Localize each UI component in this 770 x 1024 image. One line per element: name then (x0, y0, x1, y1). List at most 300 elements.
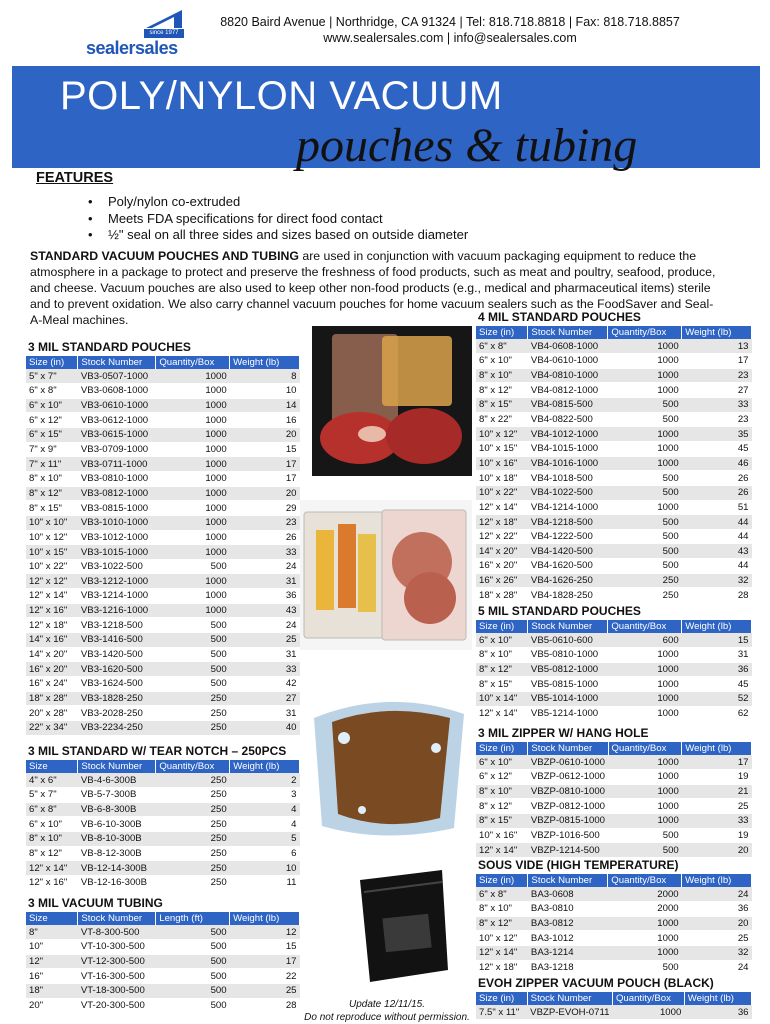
table-row (476, 916, 752, 931)
table-cell: 1000 (156, 369, 230, 384)
table-cell: VT-18-300-500 (78, 984, 156, 999)
table-cell: 29 (230, 501, 300, 516)
table-cell: VB3-1624-500 (78, 676, 156, 691)
table-cell: 4 (230, 817, 300, 832)
footnote-update: Update 12/11/15. (349, 999, 425, 1010)
column-header: Weight (lb) (230, 356, 300, 369)
table-row (26, 984, 300, 999)
table-cell: 12" x 18" (476, 960, 528, 975)
table-cell: VB4-1214-1000 (528, 500, 608, 515)
table-cell: 12" x 18" (26, 618, 78, 633)
table-cell: 250 (156, 706, 230, 721)
column-header: Size (26, 760, 78, 773)
table-cell: VB4-1828-250 (528, 588, 608, 603)
table-cell: 1000 (608, 814, 682, 829)
table-cell: 44 (682, 529, 752, 544)
table-cell: 1000 (608, 441, 682, 456)
table-cell: 500 (608, 515, 682, 530)
table-cell: VB3-0615-1000 (78, 428, 156, 443)
table-row (26, 647, 300, 662)
table-cell: 12" x 14" (26, 589, 78, 604)
table-cell: 45 (682, 441, 752, 456)
column-header: Weight (lb) (230, 912, 300, 925)
table-cell: 1000 (608, 770, 682, 785)
table-cell: 25 (230, 633, 300, 648)
table-cell: 500 (156, 984, 230, 999)
table-cell: 7" x 11" (26, 457, 78, 472)
table-cell: 17 (230, 471, 300, 486)
table-cell: 1000 (608, 784, 682, 799)
table-cell: 10" x 14" (476, 692, 528, 707)
table-cell: VB4-1218-500 (528, 515, 608, 530)
table-cell: 1000 (608, 706, 682, 721)
table-row (476, 339, 752, 354)
table-cell: VT-10-300-500 (78, 940, 156, 955)
table-cell: 8 (230, 369, 300, 384)
table-cell: VB3-2028-250 (78, 706, 156, 721)
logo-since: since 1977 (144, 29, 184, 38)
table-5mil-standard (476, 620, 752, 721)
table-cell: 44 (682, 559, 752, 574)
logo-mark-icon (144, 8, 184, 30)
table-cell: 20 (682, 843, 752, 858)
table-row (26, 998, 300, 1013)
table-row (476, 887, 752, 902)
table-cell: 12" x 16" (26, 603, 78, 618)
table-sous-vide (476, 874, 752, 975)
table-cell: 500 (608, 828, 682, 843)
table-row (476, 456, 752, 471)
table-row (26, 589, 300, 604)
table-header-row (26, 760, 300, 773)
table-cell: 1000 (608, 456, 682, 471)
table-cell: 6" x 10" (26, 398, 78, 413)
table-row (476, 648, 752, 663)
table-cell: 35 (682, 427, 752, 442)
table-3mil-standard (26, 356, 300, 736)
table-row (26, 384, 300, 399)
column-header: Quantity/Box (608, 620, 682, 633)
table-cell: 24 (682, 887, 752, 902)
table-cell: VB3-1416-500 (78, 633, 156, 648)
contact-info (200, 14, 700, 46)
table-cell: VB3-1012-1000 (78, 530, 156, 545)
feature-item: • ½" seal on all three sides and sizes based on outside diameter (88, 227, 468, 244)
table-cell: 12 (230, 925, 300, 940)
table-row (476, 368, 752, 383)
column-header: Size (in) (26, 356, 78, 369)
table-cell: VB3-0812-1000 (78, 486, 156, 501)
table-row (476, 559, 752, 574)
table-row (476, 1005, 752, 1020)
table-cell: 1000 (608, 916, 682, 931)
footnote-copyright: Do not reproduce without permission. (304, 1012, 470, 1023)
column-header: Size (in) (476, 326, 528, 339)
table-row (26, 817, 300, 832)
table-row (476, 588, 752, 603)
table-cell: 500 (608, 559, 682, 574)
table-cell: 25 (682, 931, 752, 946)
table-row (476, 662, 752, 677)
title-line-1: POLY/NYLON VACUUM (60, 74, 503, 118)
table-vacuum-tubing (26, 912, 300, 1013)
table-cell: BA3-1012 (528, 931, 608, 946)
column-header: Size (in) (476, 874, 528, 887)
table-cell: VT-20-300-500 (78, 998, 156, 1013)
table-cell: 6" x 12" (476, 770, 528, 785)
table-cell: 1000 (612, 1005, 684, 1020)
table-cell: 10" x 15" (26, 545, 78, 560)
table-cell: 10" x 18" (476, 471, 528, 486)
table-row (476, 398, 752, 413)
table-row (476, 354, 752, 369)
table-row (26, 471, 300, 486)
table-cell: 27 (682, 383, 752, 398)
table-header-row (476, 992, 752, 1005)
table-row (26, 633, 300, 648)
table-cell: 2000 (608, 887, 682, 902)
table-cell: 1000 (608, 692, 682, 707)
table-cell: VBZP-0815-1000 (528, 814, 608, 829)
table-cell: 26 (682, 485, 752, 500)
table-cell: 31 (230, 574, 300, 589)
table-cell: 1000 (156, 515, 230, 530)
table-cell: 1000 (156, 428, 230, 443)
column-header: Stock Number (528, 742, 608, 755)
column-header: Stock Number (528, 874, 608, 887)
table-cell: 500 (156, 925, 230, 940)
table-cell: 42 (230, 676, 300, 691)
table-cell: VB4-0822-500 (528, 412, 608, 427)
feature-item: • Meets FDA specifications for direct food contact (88, 211, 468, 228)
table-title-zipper: 3 MIL ZIPPER W/ HANG HOLE (478, 726, 649, 740)
table-title-5mil: 5 MIL STANDARD POUCHES (478, 604, 641, 618)
table-row (26, 691, 300, 706)
table-cell: VB-8-12-300B (78, 846, 156, 861)
table-cell: 10" x 12" (476, 427, 528, 442)
table-cell: 500 (608, 529, 682, 544)
table-cell: 24 (682, 960, 752, 975)
table-cell: 19 (682, 770, 752, 785)
table-cell: VB-4-6-300B (78, 773, 156, 788)
table-cell: 8" x 12" (26, 846, 78, 861)
features-heading: FEATURES (36, 170, 114, 186)
table-cell: 1000 (608, 931, 682, 946)
table-row (26, 515, 300, 530)
table-cell: VB3-0507-1000 (78, 369, 156, 384)
contact-address: 8820 Baird Avenue | Northridge, CA 91324 | Tel: 818.718.8818 | Fax: 818.718.8857 (220, 15, 680, 29)
table-cell: 5" x 7" (26, 788, 78, 803)
table-cell: 10" x 22" (476, 485, 528, 500)
table-cell: BA3-0608 (528, 887, 608, 902)
table-cell: 1000 (608, 799, 682, 814)
table-cell: VB4-1015-1000 (528, 441, 608, 456)
table-cell: VB3-1620-500 (78, 662, 156, 677)
table-cell: VB3-0612-1000 (78, 413, 156, 428)
column-header: Size (in) (476, 620, 528, 633)
table-cell: VB4-0815-500 (528, 398, 608, 413)
table-header-row (476, 742, 752, 755)
table-row (26, 925, 300, 940)
table-cell: 250 (156, 802, 230, 817)
table-cell: 36 (682, 902, 752, 917)
table-row (26, 802, 300, 817)
table-cell: 1000 (156, 501, 230, 516)
table-cell: 22 (230, 969, 300, 984)
table-cell: 13 (682, 339, 752, 354)
table-row (476, 784, 752, 799)
table-row (26, 428, 300, 443)
table-cell: VB5-0812-1000 (528, 662, 608, 677)
table-cell: 15 (682, 633, 752, 648)
table-cell: 6" x 8" (476, 339, 528, 354)
table-cell: 8" x 10" (26, 832, 78, 847)
table-cell: 4 (230, 802, 300, 817)
table-cell: VBZP-0812-1000 (528, 799, 608, 814)
table-title-4mil: 4 MIL STANDARD POUCHES (478, 310, 641, 324)
table-row (26, 486, 300, 501)
table-cell: 500 (608, 843, 682, 858)
logo-wordmark: sealersales (86, 38, 178, 58)
table-title-tubing: 3 MIL VACUUM TUBING (28, 896, 163, 910)
meat-pouch-image (312, 326, 472, 476)
table-row (476, 529, 752, 544)
column-header: Stock Number (528, 326, 608, 339)
table-cell: VB-6-10-300B (78, 817, 156, 832)
table-cell: VT-8-300-500 (78, 925, 156, 940)
table-cell: 14" x 20" (476, 544, 528, 559)
table-row (26, 369, 300, 384)
table-cell: VBZP-EVOH-0711 (527, 1005, 612, 1020)
table-cell: 12" x 14" (476, 946, 528, 961)
table-cell: 33 (230, 662, 300, 677)
table-cell: 25 (230, 984, 300, 999)
table-cell: VB5-0815-1000 (528, 677, 608, 692)
table-cell: 1000 (156, 413, 230, 428)
table-cell: 45 (682, 677, 752, 692)
column-header: Quantity/Box (608, 742, 682, 755)
table-cell: 2000 (608, 902, 682, 917)
table-row (476, 828, 752, 843)
table-cell: 36 (230, 589, 300, 604)
table-cell: VB5-0610-600 (528, 633, 608, 648)
contact-web-email: www.sealersales.com | info@sealersales.com (323, 31, 577, 45)
table-cell: VBZP-0810-1000 (528, 784, 608, 799)
table-cell: 36 (684, 1005, 751, 1020)
table-cell: VB-12-16-300B (78, 875, 156, 890)
table-cell: 32 (682, 946, 752, 961)
table-cell: 1000 (608, 427, 682, 442)
table-cell: VB3-2234-250 (78, 720, 156, 735)
table-cell: 250 (156, 875, 230, 890)
table-cell: 1000 (608, 662, 682, 677)
table-cell: VB3-1420-500 (78, 647, 156, 662)
table-cell: 500 (156, 618, 230, 633)
table-cell: 23 (682, 412, 752, 427)
column-header: Quantity/Box (156, 760, 230, 773)
table-row (26, 676, 300, 691)
features-list (88, 194, 468, 244)
table-row (476, 427, 752, 442)
table-cell: 28 (230, 998, 300, 1013)
table-row (26, 846, 300, 861)
table-cell: VB3-0810-1000 (78, 471, 156, 486)
table-cell: 19 (682, 828, 752, 843)
table-cell: 24 (230, 559, 300, 574)
table-cell: 17 (230, 954, 300, 969)
product-photo-black-zipper (330, 866, 460, 986)
table-cell: VB3-0709-1000 (78, 442, 156, 457)
table-row (476, 633, 752, 648)
table-cell: 250 (156, 773, 230, 788)
table-cell: 4" x 6" (26, 773, 78, 788)
table-cell: 20" (26, 998, 78, 1013)
column-header: Size (in) (476, 742, 528, 755)
table-row (26, 662, 300, 677)
table-cell: 500 (608, 398, 682, 413)
table-row (476, 485, 752, 500)
table-cell: 1000 (608, 500, 682, 515)
column-header: Weight (lb) (682, 326, 752, 339)
table-cell: 500 (608, 471, 682, 486)
table-row (26, 603, 300, 618)
table-cell: VB3-0815-1000 (78, 501, 156, 516)
table-cell: 1000 (156, 442, 230, 457)
table-cell: VB4-1018-500 (528, 471, 608, 486)
table-cell: VB4-1620-500 (528, 559, 608, 574)
table-row (476, 843, 752, 858)
table-cell: 28 (682, 588, 752, 603)
table-cell: 500 (608, 412, 682, 427)
table-cell: 250 (156, 691, 230, 706)
product-photo-water (304, 678, 472, 844)
table-cell: VB3-0608-1000 (78, 384, 156, 399)
table-cell: VB3-1828-250 (78, 691, 156, 706)
table-cell: 12" x 18" (476, 515, 528, 530)
table-cell: 16" x 20" (476, 559, 528, 574)
table-cell: 40 (230, 720, 300, 735)
table-cell: 500 (156, 647, 230, 662)
table-cell: 31 (682, 648, 752, 663)
table-cell: 51 (682, 500, 752, 515)
table-row (26, 398, 300, 413)
table-cell: 8" x 10" (476, 368, 528, 383)
column-header: Size (26, 912, 78, 925)
table-cell: VBZP-0610-1000 (528, 755, 608, 770)
table-cell: VB3-1022-500 (78, 559, 156, 574)
table-row (26, 940, 300, 955)
table-cell: 43 (682, 544, 752, 559)
table-cell: VB-8-10-300B (78, 832, 156, 847)
table-cell: 12" x 14" (26, 861, 78, 876)
table-cell: 31 (230, 706, 300, 721)
table-cell: 1000 (608, 368, 682, 383)
column-header: Stock Number (78, 760, 156, 773)
table-cell: 8" x 10" (26, 471, 78, 486)
description-lead: STANDARD VACUUM POUCHES AND TUBING (30, 249, 299, 263)
table-cell: 1000 (156, 589, 230, 604)
table-cell: 5" x 7" (26, 369, 78, 384)
table-row (26, 875, 300, 890)
table-cell: 250 (156, 817, 230, 832)
table-row (26, 954, 300, 969)
table-cell: 43 (230, 603, 300, 618)
table-cell: 5 (230, 832, 300, 847)
table-cell: 20 (230, 486, 300, 501)
table-row (26, 501, 300, 516)
table-cell: 22" x 34" (26, 720, 78, 735)
table-row (476, 383, 752, 398)
table-title-sous-vide: SOUS VIDE (HIGH TEMPERATURE) (478, 858, 679, 872)
table-cell: 14" x 16" (26, 633, 78, 648)
table-row (476, 515, 752, 530)
table-cell: 1000 (156, 457, 230, 472)
table-cell: 14" x 20" (26, 647, 78, 662)
table-row (476, 814, 752, 829)
table-cell: VB3-1214-1000 (78, 589, 156, 604)
table-cell: 15 (230, 442, 300, 457)
table-cell: 8" x 15" (476, 677, 528, 692)
table-cell: 3 (230, 788, 300, 803)
column-header: Stock Number (528, 620, 608, 633)
table-title-tear-notch: 3 MIL STANDARD W/ TEAR NOTCH – 250PCS (28, 744, 287, 758)
table-cell: 1000 (156, 574, 230, 589)
table-cell: 500 (156, 940, 230, 955)
table-row (26, 706, 300, 721)
column-header: Quantity/Box (608, 874, 682, 887)
table-row (476, 931, 752, 946)
table-cell: 44 (682, 515, 752, 530)
table-cell: 6" x 10" (476, 755, 528, 770)
table-cell: 6" x 10" (476, 633, 528, 648)
table-row (26, 720, 300, 735)
table-cell: 250 (156, 788, 230, 803)
table-cell: 8" x 12" (476, 916, 528, 931)
table-cell: 12" x 22" (476, 529, 528, 544)
table-cell: VB4-1012-1000 (528, 427, 608, 442)
table-cell: 27 (230, 691, 300, 706)
table-cell: 16" (26, 969, 78, 984)
table-row (26, 442, 300, 457)
table-cell: 6" x 8" (26, 384, 78, 399)
table-row (476, 706, 752, 721)
table-cell: 500 (156, 559, 230, 574)
table-cell: VB3-1216-1000 (78, 603, 156, 618)
column-header: Quantity/Box (156, 356, 230, 369)
table-cell: 31 (230, 647, 300, 662)
table-title-evoh: EVOH ZIPPER VACUUM POUCH (BLACK) (478, 976, 714, 990)
table-cell: 500 (608, 485, 682, 500)
table-row (26, 530, 300, 545)
table-cell: 1000 (608, 677, 682, 692)
table-cell: 8" x 12" (476, 799, 528, 814)
table-cell: 500 (608, 544, 682, 559)
table-header-row (476, 874, 752, 887)
table-cell: 33 (682, 398, 752, 413)
column-header: Weight (lb) (684, 992, 751, 1005)
table-cell: VB5-1214-1000 (528, 706, 608, 721)
table-row (476, 692, 752, 707)
table-cell: 1000 (608, 383, 682, 398)
column-header: Weight (lb) (230, 760, 300, 773)
column-header: Quantity/Box (612, 992, 684, 1005)
table-row (476, 755, 752, 770)
table-cell: 20" x 28" (26, 706, 78, 721)
feature-item: • Poly/nylon co-extruded (88, 194, 468, 211)
table-cell: VB4-0812-1000 (528, 383, 608, 398)
table-cell: BA3-1214 (528, 946, 608, 961)
table-cell: 8" x 15" (476, 814, 528, 829)
